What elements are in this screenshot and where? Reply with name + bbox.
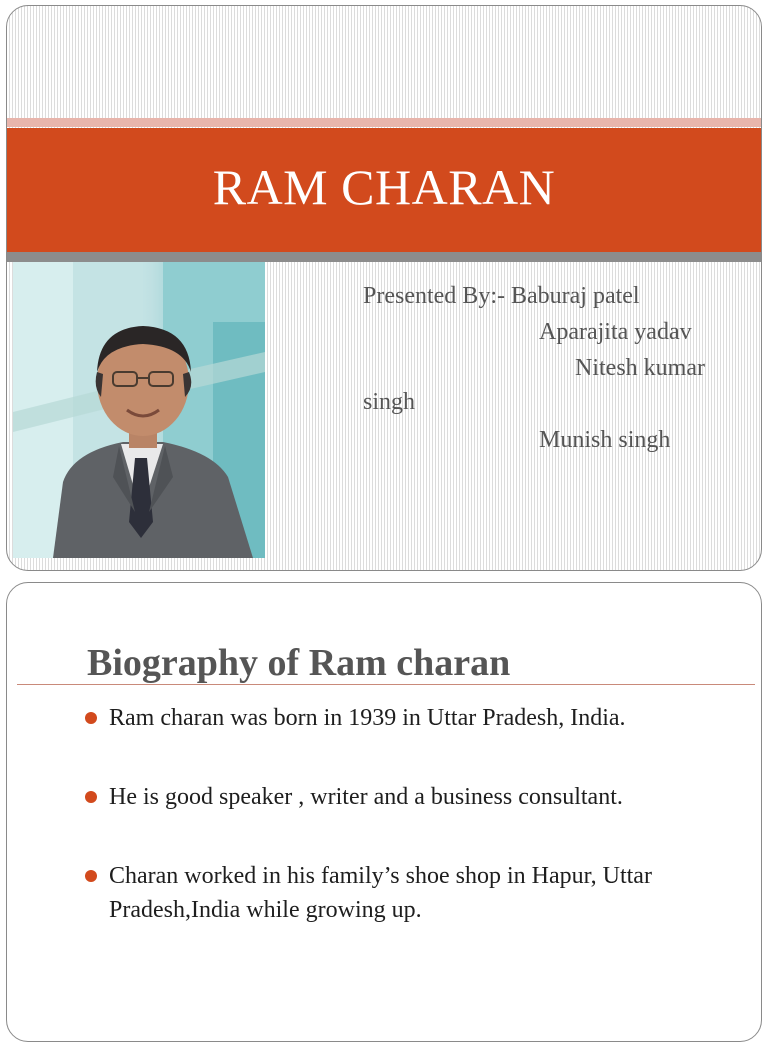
- portrait-photo: [13, 262, 265, 558]
- gray-accent-band: [7, 252, 761, 262]
- presenter-name-continued: singh: [363, 389, 416, 415]
- title-slide: [6, 5, 762, 571]
- presenter-name: Aparajita yadav: [539, 319, 692, 345]
- list-item-text: Charan worked in his family’s shoe shop in Hapur, Uttar Pradesh,India while growing up.: [109, 863, 652, 923]
- list-item-text: He is good speaker , writer and a business consultant.: [109, 784, 623, 810]
- presenter-name: Munish singh: [539, 427, 671, 453]
- presented-row-2: [363, 314, 743, 350]
- presented-by-label: Presented By:-: [363, 283, 505, 309]
- portrait-image: [13, 262, 265, 558]
- bullet-dot-icon: [85, 791, 97, 803]
- presented-by-block: [363, 278, 743, 458]
- biography-slide: [6, 582, 762, 1042]
- biography-heading: Biography of Ram charan: [87, 642, 511, 684]
- bullet-dot-icon: [85, 870, 97, 882]
- title-banner: [7, 128, 761, 252]
- presented-row-4: [363, 384, 743, 420]
- slide-title: RAM CHARAN: [212, 159, 556, 215]
- heading-divider: [17, 684, 755, 685]
- presenter-name: Nitesh kumar: [575, 355, 705, 381]
- presented-row-1: [363, 278, 743, 314]
- bullet-dot-icon: [85, 712, 97, 724]
- pink-accent-band: [7, 118, 761, 127]
- list-item: [85, 701, 725, 735]
- presented-row-5: [363, 422, 743, 458]
- list-item-text: Ram charan was born in 1939 in Uttar Pradesh, India.: [109, 705, 626, 731]
- presenter-name: Baburaj patel: [510, 283, 640, 309]
- presented-row-3: [363, 350, 743, 386]
- list-item: [85, 859, 725, 927]
- biography-list: [85, 701, 725, 927]
- list-item: [85, 780, 725, 814]
